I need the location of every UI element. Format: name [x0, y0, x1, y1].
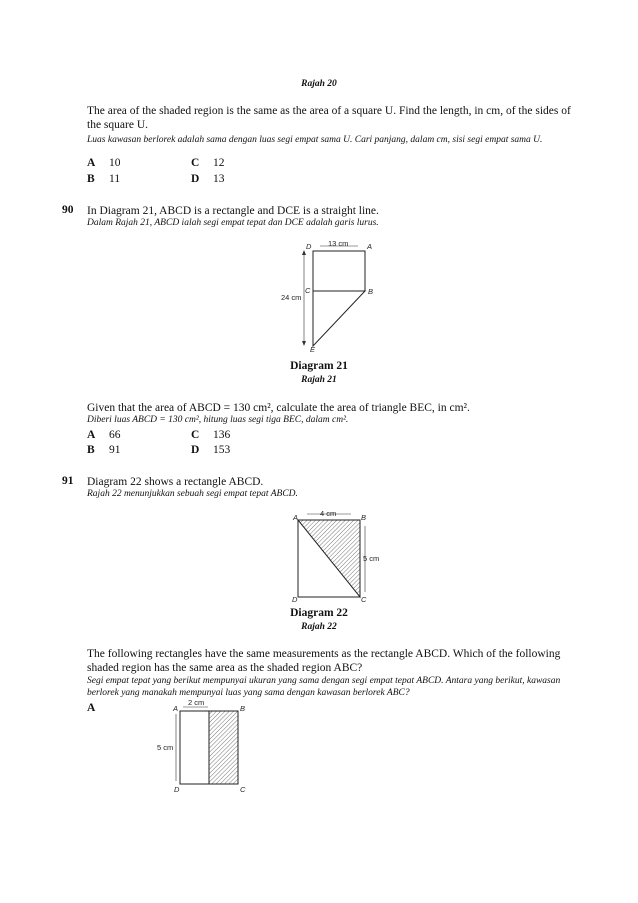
q90-option-d[interactable]: D 153	[191, 444, 231, 456]
q89-option-d[interactable]: D 13	[191, 173, 225, 185]
diagram-21-top-dim: 13 cm	[328, 239, 349, 248]
rajah-20-caption: Rajah 20	[301, 79, 337, 89]
q91-intro-ms: Rajah 22 menunjukkan sebuah segi empat tepat ABCD.	[87, 489, 298, 499]
diagram-21-label-b: B	[368, 287, 374, 296]
diagram-22-label-a: A	[293, 513, 299, 522]
diagram-22-label-b: B	[361, 513, 367, 522]
q90-intro-ms: Dalam Rajah 21, ABCD ialah segi empat tepat dan DCE adalah garis lurus.	[87, 218, 379, 228]
q91-text-ms: Segi empat tepat yang berikut mempunyai ukuran yang sama dengan segi empat tepat ABCD. Antara yang berikut, kawasan berlorek yang manakah mempunyai luas yang sama dengan kawasan berlorek ABC?	[87, 676, 561, 698]
diagram-22	[285, 508, 375, 603]
diagram-22-label-c: C	[361, 595, 367, 604]
diagram-21-label-d: D	[306, 242, 312, 251]
q90-option-b[interactable]: B 91	[87, 444, 121, 456]
q90-given-ms: Diberi luas ABCD = 130 cm², hitung luas segi tiga BEC, dalam cm².	[87, 415, 349, 425]
shaded-triangle-abc	[298, 520, 360, 597]
q90-option-c[interactable]: C 136	[191, 429, 231, 441]
diagram-21-label-c: C	[305, 286, 311, 295]
option-a-top-dim: 2 cm	[188, 698, 205, 707]
diagram-21-side-dim: 24 cm	[281, 293, 302, 302]
q89-option-c[interactable]: C 12	[191, 157, 225, 169]
diagram-21-caption: Diagram 21	[290, 360, 348, 372]
option-a-side-dim: 5 cm	[157, 743, 174, 752]
rectangle-abcd	[313, 251, 365, 291]
q89-text-en: The area of the shaded region is the same as the area of a square U. Find the length, in cm, of the sides of the square U.	[87, 105, 571, 131]
q90-option-a[interactable]: A 66	[87, 429, 121, 441]
diagram-22-side-dim: 5 cm	[363, 554, 380, 563]
q91-intro-en: Diagram 22 shows a rectangle ABCD.	[87, 476, 264, 488]
q89-option-b[interactable]: B 11	[87, 173, 121, 185]
diagram-21-caption-ms: Rajah 21	[301, 375, 337, 385]
option-a-label-b: B	[240, 704, 246, 713]
option-a-label-c: C	[240, 785, 246, 794]
diagram-21-label-a: A	[367, 242, 373, 251]
q90-intro-en: In Diagram 21, ABCD is a rectangle and DCE is a straight line.	[87, 205, 379, 217]
shaded-rectangle	[209, 711, 238, 784]
q89-text-ms: Luas kawasan berlorek adalah sama dengan luas segi empat sama U. Cari panjang, dalam cm, sisi segi empat sama U.	[87, 135, 543, 145]
diagram-21-label-e: E	[310, 345, 316, 354]
q91-number: 91	[62, 475, 74, 487]
q89-option-a[interactable]: A 10	[87, 157, 121, 169]
diagram-22-caption-ms: Rajah 22	[301, 622, 337, 632]
q90-number: 90	[62, 204, 74, 216]
diagram-22-top-dim: 4 cm	[320, 509, 337, 518]
option-a-label-d: D	[174, 785, 180, 794]
q91-option-a-letter[interactable]: A	[87, 702, 96, 714]
diagram-22-caption: Diagram 22	[290, 607, 348, 619]
q91-option-a-diagram[interactable]	[170, 698, 250, 796]
option-a-label-a: A	[173, 704, 179, 713]
q90-given-en: Given that the area of ABCD = 130 cm², calculate the area of triangle BEC, in cm².	[87, 402, 470, 414]
q91-text-en: The following rectangles have the same measurements as the rectangle ABCD. Which of the following shaded region has the same area as the shaded region ABC?	[87, 648, 561, 674]
diagram-22-label-d: D	[292, 595, 298, 604]
triangle-bec	[313, 291, 365, 346]
